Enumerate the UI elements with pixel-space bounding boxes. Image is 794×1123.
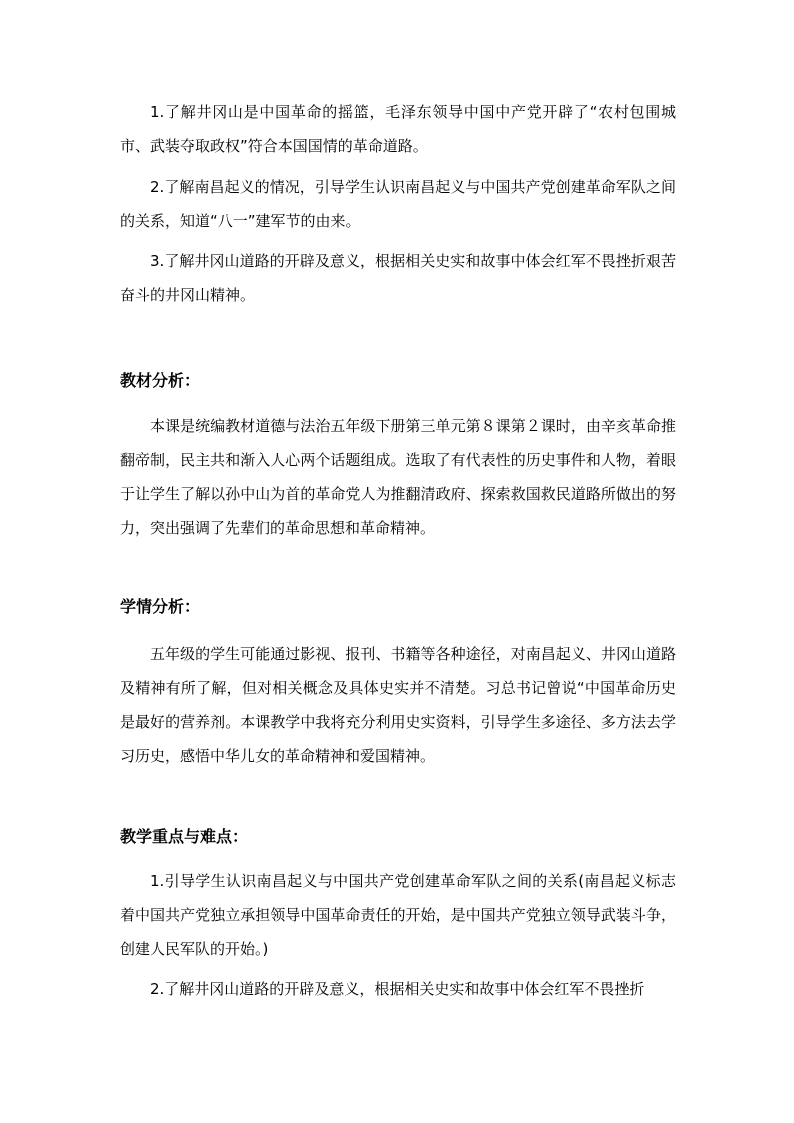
key-point-2: 2.了解井冈山道路的开辟及意义，根据相关史实和故事中体会红军不畏挫折 bbox=[150, 980, 645, 998]
objective-3: 3.了解井冈山道路的开辟及意义，根据相关史实和故事中体会红军不畏挫折艰苦奋斗的井冈山精神。 bbox=[120, 252, 676, 304]
textbook-analysis-heading: 教材分析： bbox=[120, 371, 201, 390]
objective-2: 2.了解南昌起义的情况，引导学生认识南昌起义与中国共产党创建革命军队之间的关系，知道“八一”建军节的由来。 bbox=[120, 178, 676, 230]
key-points-heading: 教学重点与难点： bbox=[120, 827, 249, 846]
textbook-analysis-body: 本课是统编教材道德与法治五年级下册第三单元第８课第２课时，由辛亥革命推翻帝制，民主共和渐入人心两个话题组成。选取了有代表性的历史事件和人物，着眼于让学生了解以孙中山为首的革命党人为推翻清政府、探索救国救民道路所做出的努力，突出强调了先辈们的革命思想和革命精神。 bbox=[120, 417, 676, 537]
student-analysis-body: 五年级的学生可能通过影视、报刊、书籍等各种途径，对南昌起义、井冈山道路及精神有所了解，但对相关概念及具体史实并不清楚。习总书记曾说“中国革命历史是最好的营养剂。本课教学中我将充分利用史实资料，引导学生多途径、多方法去学习历史，感悟中华儿女的革命精神和爱国精神。 bbox=[120, 645, 676, 765]
objective-1: 1.了解井冈山是中国革命的摇篮，毛泽东领导中国中产党开辟了“农村包围城市、武装夺取政权”符合本国国情的革命道路。 bbox=[120, 103, 676, 155]
student-analysis-heading: 学情分析： bbox=[120, 597, 201, 616]
key-point-1: 1.引导学生认识南昌起义与中国共产党创建革命军队之间的关系(南昌起义标志着中国共产党独立承担领导中国革命责任的开始，是中国共产党独立领导武装斗争，创建人民军队的开始。) bbox=[120, 872, 676, 958]
